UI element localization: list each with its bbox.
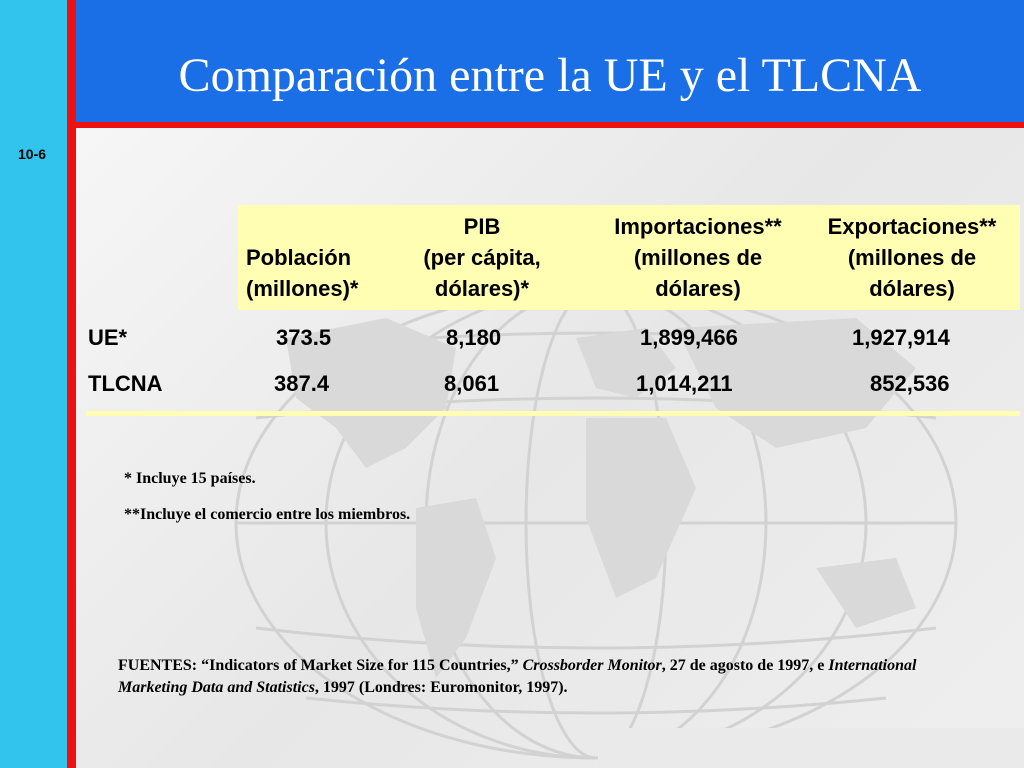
cell-tlcna-exportaciones: 852,536	[870, 371, 950, 396]
sources-text-2: , 27 de agosto de 1997, e	[661, 657, 829, 674]
column-header-poblacion: Población (millones)*	[246, 245, 359, 301]
row-label-ue: UE*	[88, 325, 128, 350]
footnote-2: **Incluye el comercio entre los miembros.	[124, 506, 411, 523]
column-header-importaciones: Importaciones** (millones de dólares)	[614, 214, 782, 301]
cell-tlcna-pib: 8,061	[444, 371, 500, 396]
table-bottom-rule	[86, 411, 1020, 416]
sources-italic-1: Crossborder Monitor	[522, 657, 662, 674]
cell-ue-poblacion: 373.5	[276, 325, 332, 350]
cell-ue-pib: 8,180	[446, 325, 502, 350]
sources-citation	[118, 655, 918, 699]
slide-number: 10-6	[18, 146, 47, 162]
cell-ue-exportaciones: 1,927,914	[852, 325, 950, 350]
corner-decoration	[598, 728, 1024, 768]
cell-tlcna-importaciones: 1,014,211	[636, 371, 733, 396]
sources-text-1: FUENTES: “Indicators of Market Size for 115 Countries,”	[118, 657, 523, 674]
column-header-exportaciones: Exportaciones** (millones de dólares)	[827, 214, 997, 301]
column-header-pib: PIB (per cápita, dólares)*	[423, 214, 541, 301]
footnote-1: * Incluye 15 países.	[124, 470, 256, 487]
row-label-tlcna: TLCNA	[88, 371, 163, 396]
sources-text-3: , 1997 (Londres: Euromonitor, 1997).	[314, 679, 568, 696]
slide-title: Comparación entre la UE y el TLCNA	[178, 49, 922, 102]
sources-italic-2: International Marketing Data and Statistics	[118, 657, 917, 696]
red-divider-bar	[67, 0, 76, 768]
cell-ue-importaciones: 1,899,466	[640, 325, 738, 350]
left-sidebar-bar	[0, 0, 67, 768]
cell-tlcna-poblacion: 387.4	[274, 371, 330, 396]
